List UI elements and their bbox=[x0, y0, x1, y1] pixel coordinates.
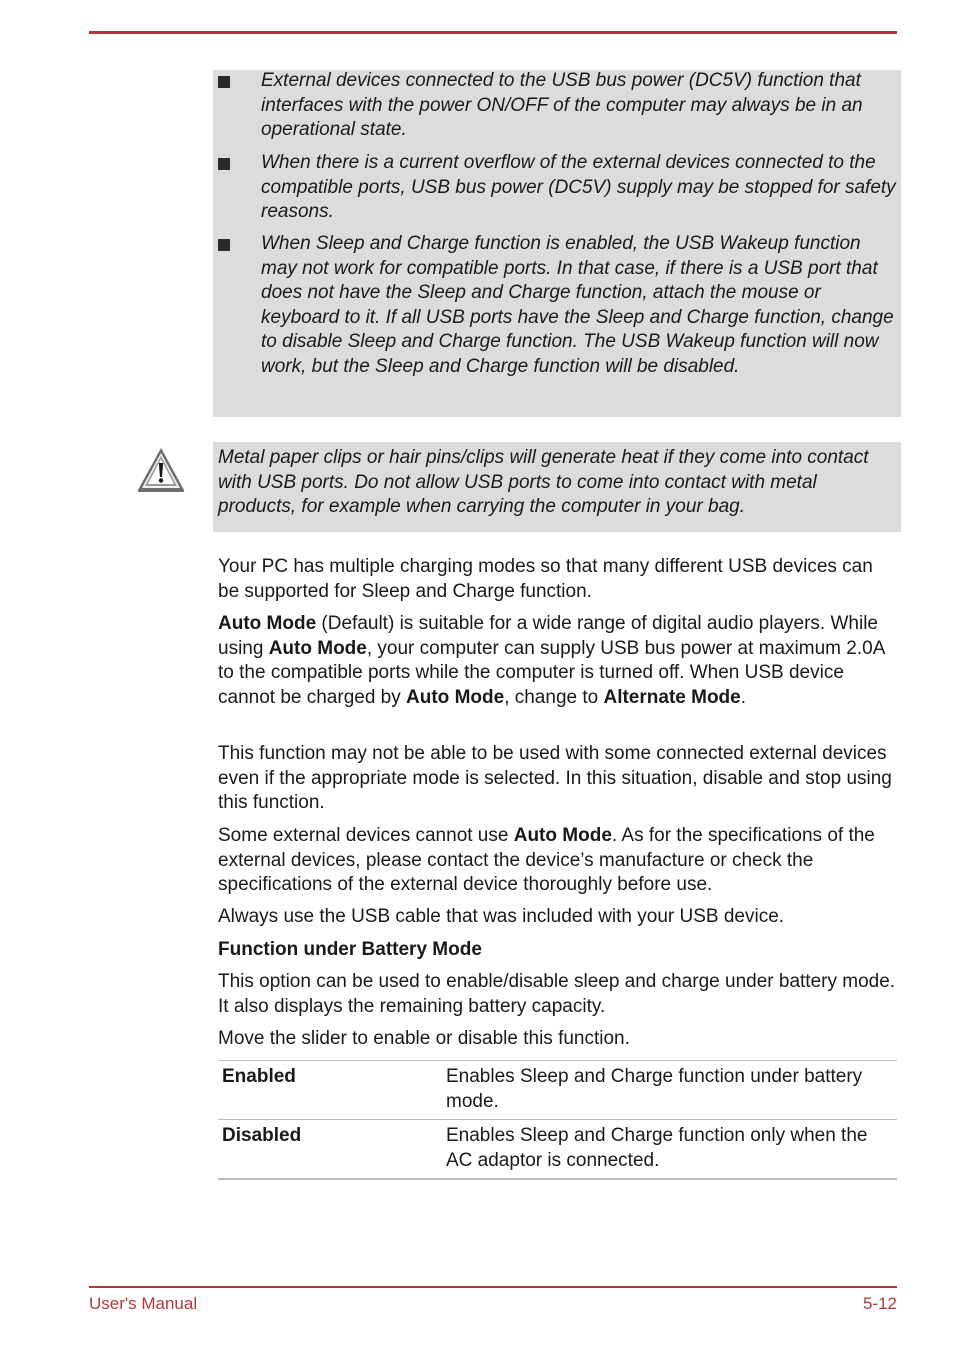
warning-triangle-icon bbox=[136, 446, 186, 494]
warning-box bbox=[213, 442, 901, 532]
paragraph: This option can be used to enable/disable sleep and charge under battery mode. It also displays the remaining battery capacity. bbox=[218, 971, 896, 1017]
bullet-square-icon bbox=[218, 76, 230, 88]
text-run: , your computer can supply USB bus power at maximum 2.0A to the compatible ports while the computer is turned off. When USB device cannot be charged by bbox=[218, 637, 885, 708]
table-rule bbox=[218, 1119, 897, 1120]
table-term: Enabled bbox=[222, 1066, 296, 1087]
table-term: Disabled bbox=[222, 1125, 302, 1146]
text-run: Some external devices cannot use bbox=[218, 825, 514, 846]
text-run: , change to bbox=[504, 686, 604, 708]
table-description: Enables Sleep and Charge function under battery mode. bbox=[446, 1066, 863, 1112]
bullet-square-icon bbox=[218, 158, 230, 170]
paragraph: Move the slider to enable or disable this function. bbox=[218, 1028, 630, 1049]
paragraph-auto-mode bbox=[218, 612, 898, 710]
footer-rule bbox=[89, 1286, 897, 1288]
note-box bbox=[213, 70, 901, 417]
bold-term: Auto Mode bbox=[406, 686, 505, 708]
bold-term: Auto Mode bbox=[268, 637, 367, 659]
text-run: . bbox=[740, 686, 747, 708]
note-text: When there is a current overflow of the external devices connected to the compatible ports, USB bus power (DC5V) supply may be stopped for safety reasons. bbox=[261, 152, 896, 222]
bullet-square-icon bbox=[218, 239, 230, 251]
bold-term: Auto Mode bbox=[513, 825, 612, 846]
table-description: Enables Sleep and Charge function only when the AC adaptor is connected. bbox=[446, 1125, 868, 1171]
paragraph: Your PC has multiple charging modes so that many different USB devices can be supported for Sleep and Charge function. bbox=[218, 556, 873, 602]
table-rule bbox=[218, 1060, 897, 1061]
header-rule bbox=[89, 31, 897, 34]
bold-term: Auto Mode bbox=[218, 613, 317, 634]
section-heading: Function under Battery Mode bbox=[218, 939, 482, 960]
paragraph-external-devices bbox=[218, 824, 898, 898]
table-rule bbox=[218, 1178, 897, 1180]
note-text: When Sleep and Charge function is enabled, the USB Wakeup function may not work for compatible ports. In that case, if there is a USB port that does not have the Sleep and Charge function, attach the mouse or keyboard to it. If all USB ports have the Sleep and Charge function, change to disable Sleep and Charge function. The USB Wakeup function will now work, but the Sleep and Charge function will be disabled. bbox=[261, 233, 894, 377]
paragraph: Always use the USB cable that was included with your USB device. bbox=[218, 906, 785, 927]
text-run: . As for the specifications of the external devices, please contact the device’s manufacture or check the specifications of the external device thoroughly before use. bbox=[218, 825, 875, 895]
bold-term: Alternate Mode bbox=[603, 686, 741, 708]
footer-page-number: 5-12 bbox=[862, 1294, 897, 1313]
paragraph: This function may not be able to be used with some connected external devices even if the appropriate mode is selected. In this situation, disable and stop using this function. bbox=[218, 743, 892, 813]
text-run: (Default) is suitable for a wide range of digital audio players. While using bbox=[218, 613, 878, 659]
note-text: External devices connected to the USB bus power (DC5V) function that interfaces with the power ON/OFF of the computer may always be in an operational state. bbox=[261, 70, 863, 140]
footer-manual-title: User's Manual bbox=[89, 1294, 198, 1313]
warning-text: Metal paper clips or hair pins/clips will generate heat if they come into contact with USB ports. Do not allow USB ports to come into contact with metal products, for example when carrying the computer in your bag. bbox=[218, 447, 869, 517]
